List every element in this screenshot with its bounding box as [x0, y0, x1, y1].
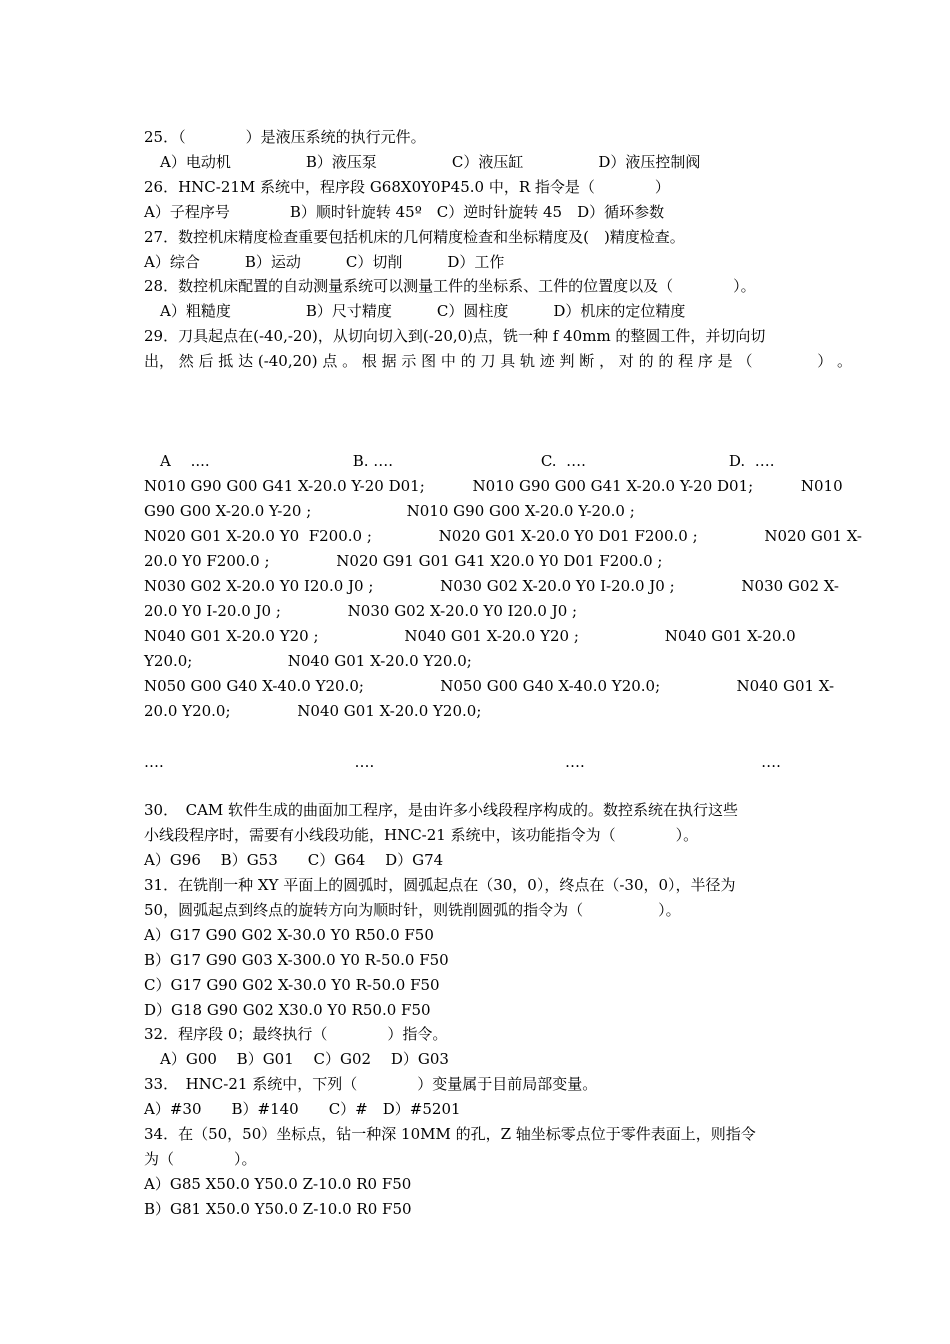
question-27: 27．数控机床精度检查重要包括机床的几何精度检查和坐标精度及( )精度检查。 [144, 228, 685, 246]
question-27-options: A）综合 B）运动 C）切削 D）工作 [144, 253, 505, 271]
question-33: 33． HNC-21 系统中，下列（ ）变量属于目前局部变量。 [144, 1075, 598, 1093]
question-26-options: A）子程序号 B）顺时针旋转 45º C）逆时针旋转 45 D）循环参数 [144, 203, 665, 221]
question-34: 34．在（50，50）坐标点，钻一种深 10MM 的孔，Z 轴坐标零点位于零件表面上，则指令 [144, 1125, 756, 1143]
question-33-options: A）#30 B）#140 C）# D）#5201 [144, 1100, 461, 1118]
question-31: 31．在铣削一种 XY 平面上的圆弧时，圆弧起点在（30，0），终点在（-30，0），半径为 [144, 876, 736, 894]
program-line: 20.0 Y20.0; N040 G01 X-20.0 Y20.0; [144, 702, 482, 720]
question-31-cont: 50，圆弧起点到终点的旋转方向为顺时针，则铣削圆弧的指令为（ ）。 [144, 901, 681, 919]
program-line: N020 G01 X-20.0 Y0 F200.0 ; N020 G01 X-20.0 Y0 D01 F200.0 ; N020 G01 X- [144, 527, 862, 545]
question-31-option-d: D）G18 G90 G02 X30.0 Y0 R50.0 F50 [144, 1001, 431, 1019]
program-ellipsis-row: …. …. …. …. [144, 753, 781, 771]
question-34-option-b: B）G81 X50.0 Y50.0 Z-10.0 R0 F50 [144, 1200, 412, 1218]
program-line: 20.0 Y0 I-20.0 J0 ; N030 G02 X-20.0 Y0 I20.0 J0 ; [144, 602, 578, 620]
program-line: Y20.0; N040 G01 X-20.0 Y20.0; [144, 652, 472, 670]
question-26: 26．HNC-21M 系统中，程序段 G68X0Y0P45.0 中，R 指令是（ ） [144, 178, 670, 196]
q29-option-headers: A .... B. …. C. …. D. …. [160, 452, 775, 470]
program-line: 20.0 Y0 F200.0 ; N020 G91 G01 G41 X20.0 Y0 D01 F200.0 ; [144, 552, 663, 570]
question-28: 28．数控机床配置的自动测量系统可以测量工件的坐标系、工件的位置度以及（ ）。 [144, 277, 756, 295]
question-30-options: A）G96 B）G53 C）G64 D）G74 [144, 851, 444, 869]
question-30-cont: 小线段程序时，需要有小线段功能，HNC-21 系统中，该功能指令为（ ）。 [144, 826, 699, 844]
program-line: G90 G00 X-20.0 Y-20 ; N010 G90 G00 X-20.0 Y-20.0 ; [144, 502, 635, 520]
program-line: N050 G00 G40 X-40.0 Y20.0; N050 G00 G40 X-40.0 Y20.0; N040 G01 X- [144, 677, 835, 695]
program-line: N010 G90 G00 G41 X-20.0 Y-20 D01; N010 G90 G00 G41 X-20.0 Y-20 D01; N010 [144, 477, 843, 495]
question-31-option-b: B）G17 G90 G03 X-300.0 Y0 R-50.0 F50 [144, 951, 449, 969]
question-31-option-a: A）G17 G90 G02 X-30.0 Y0 R50.0 F50 [144, 926, 434, 944]
question-28-options: A）粗糙度 B）尺寸精度 C）圆柱度 D）机床的定位精度 [160, 302, 686, 320]
question-32: 32．程序段 0；最终执行（ ）指令。 [144, 1025, 448, 1043]
program-line: N040 G01 X-20.0 Y20 ; N040 G01 X-20.0 Y20 ; N040 G01 X-20.0 [144, 627, 796, 645]
question-25: 25．（ ）是液压系统的执行元件。 [144, 128, 426, 146]
question-29-cont: 出， 然 后 抵 达 (-40,20) 点 。 根 据 示 图 中 的 刀 具 轨 迹 判 断 ， 对 的 的 程 序 是 （ ） 。 [144, 352, 852, 370]
question-32-options: A）G00 B）G01 C）G02 D）G03 [160, 1050, 449, 1068]
program-line: N030 G02 X-20.0 Y0 I20.0 J0 ; N030 G02 X-20.0 Y0 I-20.0 J0 ; N030 G02 X- [144, 577, 839, 595]
question-31-option-c: C）G17 G90 G02 X-30.0 Y0 R-50.0 F50 [144, 976, 440, 994]
question-34-cont: 为（ ）。 [144, 1150, 257, 1168]
question-30: 30． CAM 软件生成的曲面加工程序，是由许多小线段程序构成的。数控系统在执行这些 [144, 801, 739, 819]
question-34-option-a: A）G85 X50.0 Y50.0 Z-10.0 R0 F50 [144, 1175, 412, 1193]
question-29: 29．刀具起点在(-40,-20)，从切向切入到(-20,0)点，铣一种 f 40mm 的整圆工件，并切向切 [144, 327, 766, 345]
question-25-options: A）电动机 B）液压泵 C）液压缸 D）液压控制阀 [160, 153, 701, 171]
